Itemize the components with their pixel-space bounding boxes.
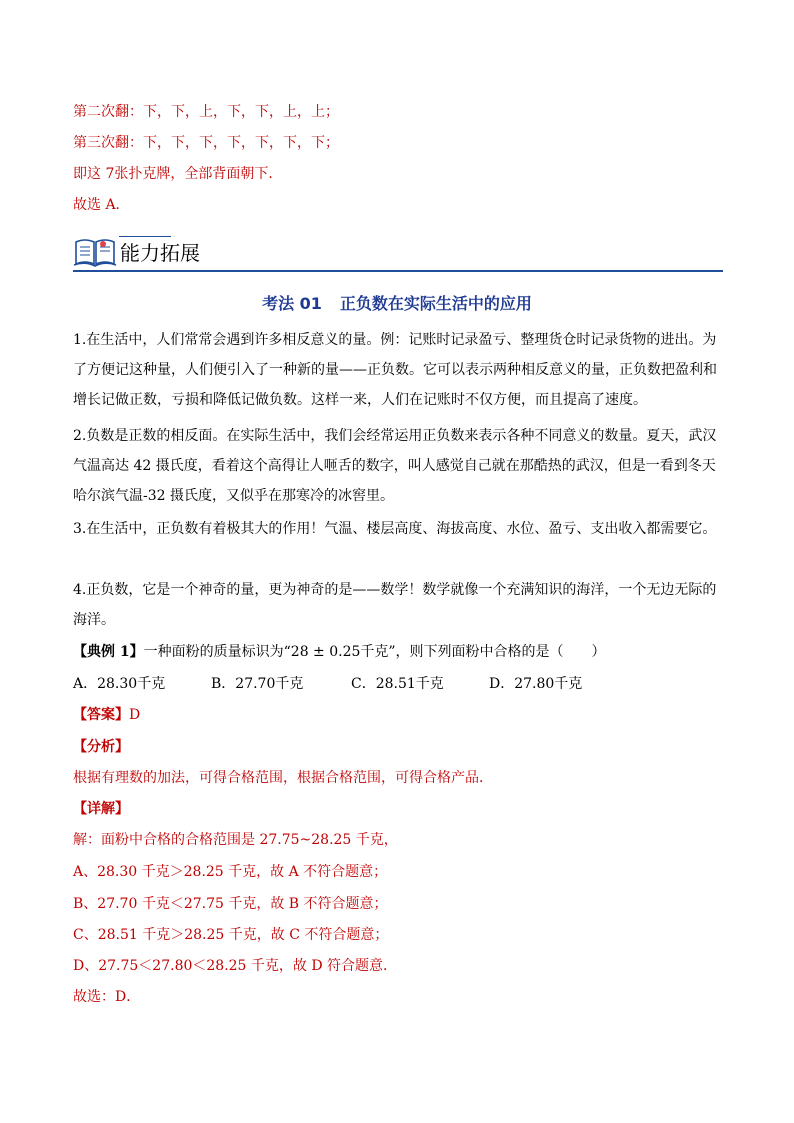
- detail-line-a: A、28.30 千克＞28.25 千克，故 A 不符合题意；: [73, 864, 388, 880]
- paragraph-3: 3.在生活中，正负数有着极其大的作用！气温、楼层高度、海拔高度、水位、盈亏、支出收入都需要它。: [73, 521, 717, 537]
- method-label: 考法 01: [262, 294, 322, 313]
- option-a: A．28.30千克: [73, 676, 166, 692]
- analysis-tag: 【分析】: [73, 739, 129, 755]
- option-b: B．27.70千克: [211, 676, 304, 692]
- flip-second-line: 第二次翻：下，下，上，下，下，上，上；: [73, 104, 339, 120]
- detail-line-1: 解：面粉中合格的合格范围是 27.75~28.25 千克，: [73, 832, 398, 848]
- option-c: C．28.51千克: [351, 676, 444, 692]
- section-title: 能力拓展: [120, 241, 200, 265]
- header-decoration-line: [119, 236, 171, 237]
- example-tag: 【典例 1】: [73, 644, 144, 660]
- flip-result-line: 即这 7张扑克牌，全部背面朝下．: [73, 166, 283, 182]
- detail-line-d: D、27.75＜27.80＜28.25 千克，故 D 符合题意．: [73, 958, 398, 974]
- answer-line: [73, 705, 140, 725]
- example-question-text: 一种面粉的质量标识为“28 ± 0.25千克”，则下列面粉中合格的是（ ）: [143, 644, 606, 660]
- open-book-icon: [73, 234, 117, 268]
- flip-choice-line: 故选 A．: [73, 197, 130, 213]
- conclusion-line: 故选：D．: [73, 989, 141, 1005]
- analysis-text: 根据有理数的加法，可得合格范围，根据合格范围，可得合格产品．: [73, 770, 493, 786]
- example-question: [73, 642, 606, 662]
- section-rule: [73, 270, 723, 272]
- answer-tag: 【答案】: [73, 707, 129, 723]
- example-options: [73, 673, 582, 695]
- paragraph-4: 4.正负数，它是一个神奇的量，更为神奇的是——数学！数学就像一个充满知识的海洋，一个无边无际的海洋。: [73, 582, 717, 628]
- detail-line-c: C、28.51 千克＞28.25 千克，故 C 不符合题意；: [73, 927, 389, 943]
- detail-tag: 【详解】: [73, 801, 129, 817]
- method-title: 正负数在实际生活中的应用: [339, 294, 532, 313]
- answer-value: D: [129, 707, 141, 723]
- option-d: D．27.80千克: [489, 676, 583, 692]
- paragraph-1: 1.在生活中，人们常常会遇到许多相反意义的量。例：记账时记录盈亏、整理货仓时记录货物的进出。为了方便记这种量，人们便引入了一种新的量——正负数。它可以表示两种相反意义的量，正负数把盈利和增长记做正数，亏损和降低记做负数。这样一来，人们在记账时不仅方便，而且提高了速度。: [73, 332, 717, 408]
- paragraph-2: 2.负数是正数的相反面。在实际生活中，我们会经常运用正负数来表示各种不同意义的数量。夏天，武汉气温高达 42 摄氏度，看着这个高得让人咂舌的数字，叫人感觉自己就在那酷热的武汉，但是一看到冬天哈尔滨气温-32 摄氏度，又似乎在那寒冷的冰窖里。: [73, 428, 717, 504]
- method-heading: [0, 293, 794, 315]
- detail-line-b: B、27.70 千克＜27.75 千克，故 B 不符合题意；: [73, 896, 388, 912]
- section-header: [73, 232, 723, 272]
- flip-third-line: 第三次翻：下，下，下，下，下，下，下；: [73, 135, 339, 151]
